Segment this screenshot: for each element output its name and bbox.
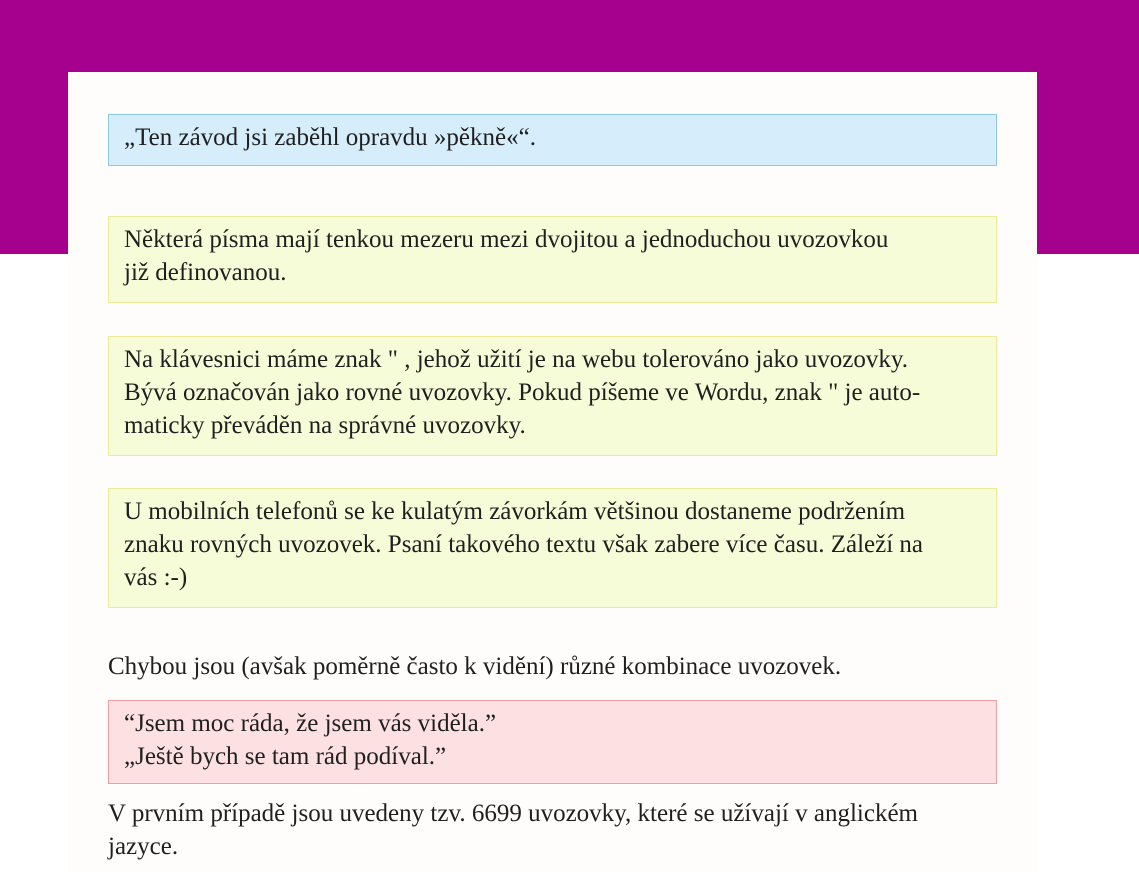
note-keyboard-line-2: Bývá označován jako rovné uvozovky. Pokud píšeme ve Wordu, znak " je auto-	[124, 379, 921, 406]
note-fonts-line-2: již definovanou.	[124, 259, 287, 286]
example-quote-box	[108, 114, 997, 166]
note-mobile-box	[108, 488, 997, 608]
paragraph-error	[108, 650, 997, 683]
paragraph-error-text: Chybou jsou (avšak poměrně často k vidění) různé kombinace uvozovek.	[108, 653, 842, 680]
note-keyboard-line-3: maticky převáděn na správné uvozovky.	[124, 412, 526, 439]
paragraph-english-line-1: V prvním případě jsou uvedeny tzv. 6699 uvozovky, které se užívají v anglickém	[108, 800, 918, 827]
note-mobile-line-2: znaku rovných uvozovek. Psaní takového textu však zabere více času. Záleží na	[124, 531, 923, 558]
note-fonts-line-1: Některá písma mají tenkou mezeru mezi dvojitou a jednoduchou uvozovkou	[124, 226, 889, 253]
wrong-example-line-2: „Ještě bych se tam rád podíval.”	[124, 743, 447, 770]
paragraph-english	[108, 797, 997, 863]
note-mobile-line-1: U mobilních telefonů se ke kulatým závorkám většinou dostaneme podržením	[124, 498, 906, 525]
wrong-examples-box	[108, 700, 997, 784]
note-keyboard-line-1: Na klávesnici máme znak " , jehož užití je na webu tolerováno jako uvozovky.	[124, 346, 909, 373]
example-quote-text: „Ten závod jsi zaběhl opravdu »pěkně«“.	[124, 124, 536, 151]
note-fonts-box	[108, 216, 997, 303]
wrong-example-line-1: “Jsem moc ráda, že jsem vás viděla.”	[124, 710, 497, 737]
note-keyboard-box	[108, 336, 997, 456]
paragraph-english-line-2: jazyce.	[108, 833, 179, 860]
note-mobile-line-3: vás :-)	[124, 564, 188, 591]
